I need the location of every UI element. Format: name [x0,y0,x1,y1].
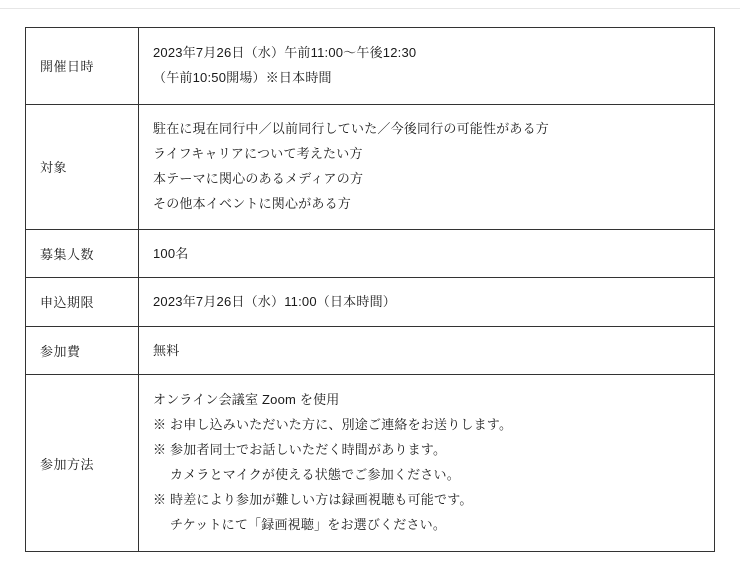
table-row [26,375,715,552]
text-line: 無料 [153,342,180,358]
row-label-method: 参加方法 [26,375,139,552]
table-row [26,28,715,105]
row-value-deadline [139,278,715,327]
table-row [26,326,715,375]
text-line: ※ 参加者同士でお話しいただく時間があります。 [153,442,447,458]
top-divider [0,8,740,9]
row-value-datetime [139,28,715,105]
row-label-capacity: 募集人数 [26,229,139,278]
row-label-target: 対象 [26,104,139,229]
row-label-fee: 参加費 [26,326,139,375]
text-line: カメラとマイクが使える状態でご参加ください。 [153,467,460,483]
row-value-capacity [139,229,715,278]
text-line: 100名 [153,245,189,261]
text-line: 駐在に現在同行中／以前同行していた／今後同行の可能性がある方 [153,120,550,136]
table-row [26,229,715,278]
text-line: 2023年7月26日（水）午前11:00〜午後12:30 [153,45,417,60]
text-line: オンライン会議室 Zoom を使用 [153,392,340,408]
text-line: ※ 時差により参加が難しい方は録画視聴も可能です。 [153,492,473,508]
row-label-deadline: 申込期限 [26,278,139,327]
row-value-target [139,104,715,229]
table-row [26,278,715,327]
text-line: ※ お申し込みいただいた方に、別途ご連絡をお送りします。 [153,417,513,433]
row-value-method [139,375,715,552]
text-line: 本テーマに関心のあるメディアの方 [153,170,364,186]
row-label-datetime: 開催日時 [26,28,139,105]
text-line: チケットにて「録画視聴」をお選びください。 [153,516,447,532]
table-row [26,104,715,229]
text-line: ライフキャリアについて考えたい方 [153,145,363,161]
text-line: 2023年7月26日（水）11:00（日本時間） [153,294,396,310]
row-value-fee [139,326,715,375]
text-line: （午前10:50開場）※日本時間 [153,69,332,85]
event-details-table [25,27,715,552]
text-line: その他本イベントに関心がある方 [153,195,352,211]
